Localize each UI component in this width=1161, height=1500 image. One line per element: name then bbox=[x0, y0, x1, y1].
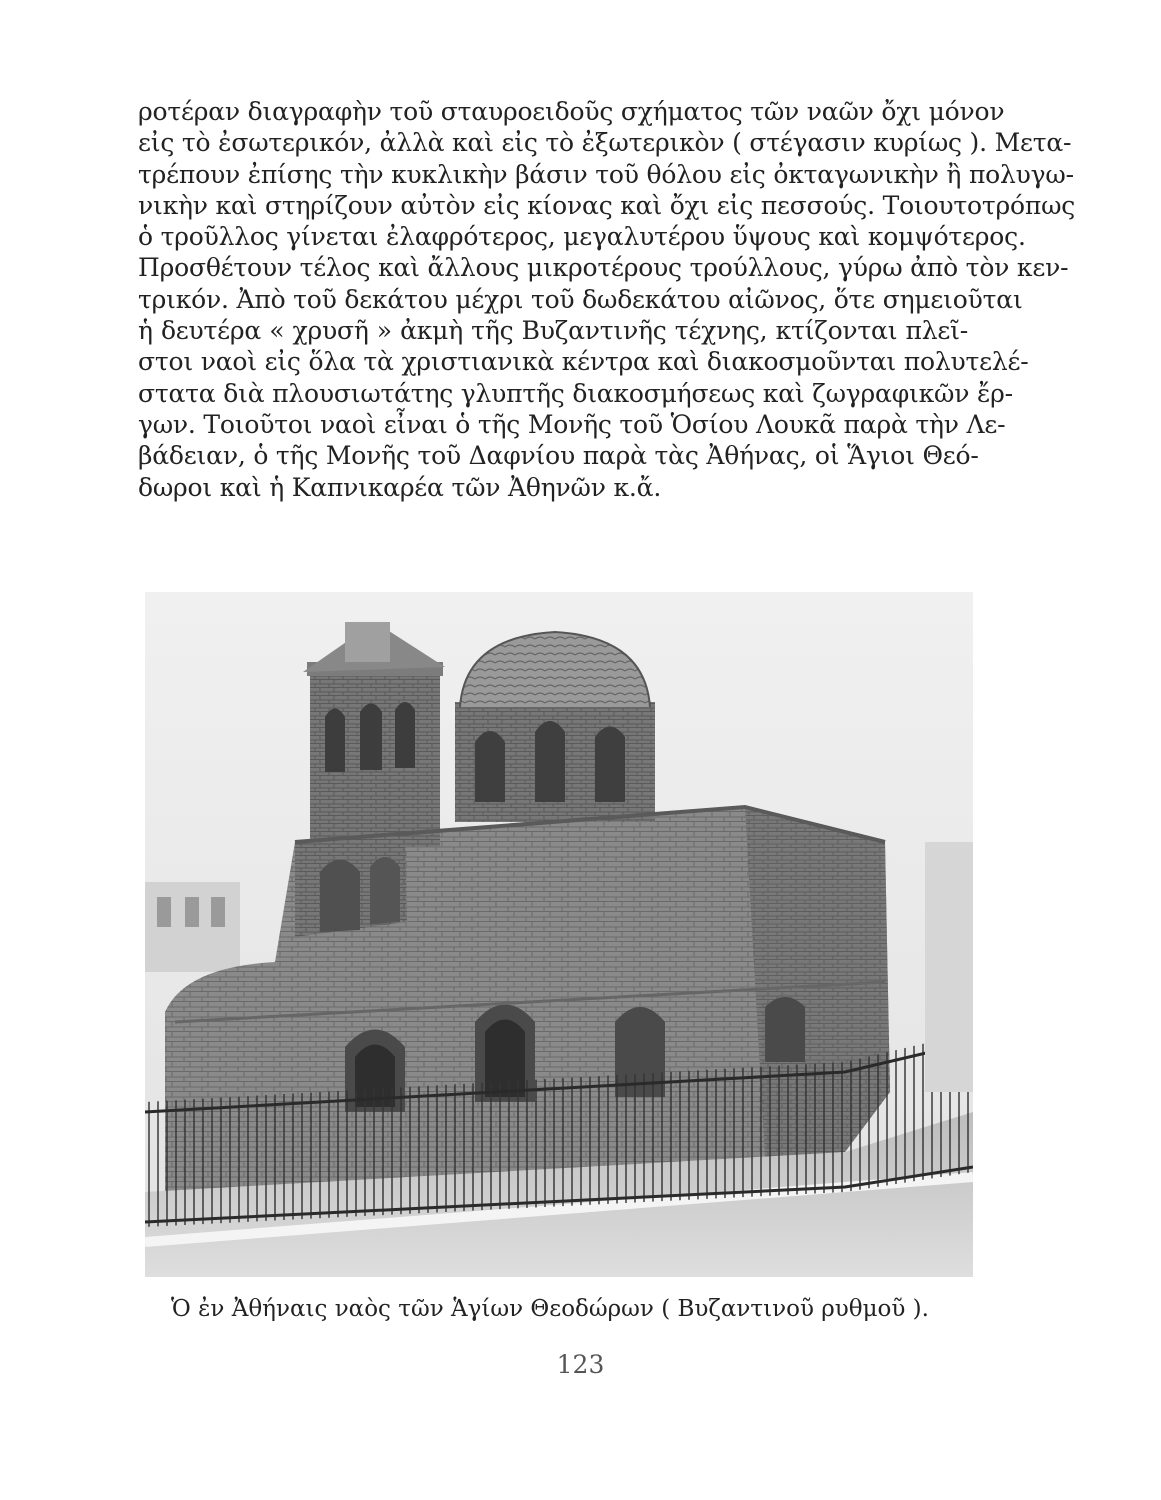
church-photograph bbox=[145, 592, 973, 1277]
text-line: στοι ναοὶ εἰς ὅλα τὰ χριστιανικὰ κέντρα καὶ διακοσμοῦνται πολυτελέ- bbox=[138, 347, 1029, 377]
text-line: γων. Τοιοῦτοι ναοὶ εἶναι ὁ τῆς Μονῆς τοῦ Ὁσίου Λουκᾶ παρὰ τὴν Λε- bbox=[138, 409, 1006, 439]
text-line: ἡ δευτέρα « χρυσῆ » ἀκμὴ τῆς Βυζαντινῆς τέχνης, κτίζονται πλεῖ- bbox=[138, 316, 968, 346]
text-line: στατα διὰ πλουσιωτάτης γλυπτῆς διακοσμήσεως καὶ ζωγραφικῶν ἔρ- bbox=[138, 378, 1013, 408]
text-line: Προσθέτουν τέλος καὶ ἄλλους μικροτέρους τρούλλους, γύρω ἀπὸ τὸν κεν- bbox=[138, 253, 1069, 283]
text-line: δωροι καὶ ἡ Καπνικαρέα τῶν Ἀθηνῶν κ.ἄ. bbox=[138, 472, 662, 502]
church-illustration bbox=[145, 592, 973, 1277]
text-line: βάδειαν, ὁ τῆς Μονῆς τοῦ Δαφνίου παρὰ τὰς Ἀθήνας, οἱ Ἅγιοι Θεό- bbox=[138, 441, 979, 471]
text-line: νικὴν καὶ στηρίζουν αὐτὸν εἰς κίονας καὶ ὄχι εἰς πεσσούς. Τοιουτοτρόπως bbox=[138, 190, 1076, 220]
text-line: εἰς τὸ ἐσωτερικόν, ἀλλὰ καὶ εἰς τὸ ἐξωτερικὸν ( στέγασιν κυρίως ). Μετα- bbox=[138, 128, 1072, 158]
page-number: 123 bbox=[556, 1350, 605, 1379]
body-text bbox=[138, 96, 1076, 503]
text-line: τρέπουν ἐπίσης τὴν κυκλικὴν βάσιν τοῦ θόλου εἰς ὀκταγωνικὴν ἢ πολυγω- bbox=[138, 159, 1074, 189]
text-line: ὁ τροῦλλος γίνεται ἐλαφρότερος, μεγαλυτέρου ὕψους καὶ κομψότερος. bbox=[138, 222, 1026, 252]
text-line: τρικόν. Ἀπὸ τοῦ δεκάτου μέχρι τοῦ δωδεκάτου αἰῶνος, ὅτε σημειοῦται bbox=[138, 284, 1023, 314]
text-line: ροτέραν διαγραφὴν τοῦ σταυροειδοῦς σχήματος τῶν ναῶν ὄχι μόνον bbox=[138, 97, 1005, 126]
figure-caption: Ὁ ἐν Ἀθήναις ναὸς τῶν Ἁγίων Θεοδώρων ( Βυζαντινοῦ ρυθμοῦ ). bbox=[171, 1296, 929, 1322]
